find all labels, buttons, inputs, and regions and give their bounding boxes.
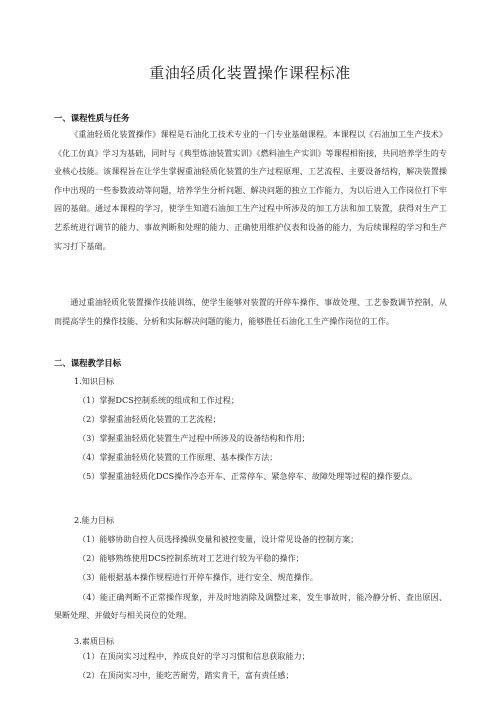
ability-item: （4）能正确判断不正常操作现象，并及时地消除及调整过来，发生事故时，能冷静分析、查出原因、果断处理、并做好与相关岗位的处理。 [54,592,447,621]
knowledge-goals-label: 1.知识目标 [74,376,115,386]
knowledge-item: （4）掌握重油轻质化装置的工作原理、基本操作方法； [78,452,278,462]
knowledge-item: （3）掌握重油轻质化装置生产过程中所涉及的设备结构和作用； [78,433,310,443]
paragraph-skill-training: 通过重油轻质化装置操作技能训练，使学生能够对装置的开停车操作、事故处理、工艺参数调节控制，从而提高学生的操作技能、分析和实际解决问题的能力，能够胜任石油化工生产操作岗位的工作。 [54,297,447,326]
ability-item: （3）能根据基本操作规程进行开停车操作，进行安全、规范操作。 [78,572,318,582]
ability-item: （2）能够熟练使用DCS控制系统对工艺进行较为平稳的操作； [78,553,304,563]
ability-item: （1）能够协助自控人员选择操纵变量和被控变量，设计常见设备的控制方案； [78,534,359,544]
section-heading-course-nature: 一、课程性质与任务 [54,113,130,123]
knowledge-item: （5）掌握重油轻质化DCS操作冷态开车、正常停车、紧急停车、故障处理等过程的操作要点。 [78,471,418,481]
section-heading-teaching-goals: 二、课程教学目标 [54,358,121,368]
knowledge-item: （1）掌握DCS控制系统的组成和工作过程； [78,395,239,405]
quality-item: （1）在顶岗实习过程中，养成良好的学习习惯和信息获取能力； [78,651,310,661]
knowledge-item: （2）掌握重油轻质化装置的工艺流程； [78,414,221,424]
quality-item: （2）在顶岗实习中，能吃苦耐劳，踏实肯干，富有责任感； [78,670,294,680]
quality-goals-label: 3.素质目标 [74,636,115,646]
paragraph-course-description: 《重油轻质化装置操作》课程是石油化工技术专业的一门专业基础课程。本课程以《石油加工生产技术》《化工仿真》学习为基础，同时与《典型炼油装置实训》《燃料油生产实训》等课程相衔接，共同培养学生的专业核心技能。该课程旨在让学生掌握重油轻质化装置的生产过程原理、工艺流程、主要设备结构，解决装置操作中出现的一些参数波动等问题，培养学生分析问题、解决问题的独立工作能力，为以后进入工作岗位打下牢固的基础。通过本课程的学习，使学生知道石油加工生产过程中所涉及的加工方法和加工装置，获得对生产工艺系统进行调节的能力、事故判断和处理的能力、正确使用维护仪表和设备的能力，为后续课程的学习和生产实习打下基础。 [54,129,447,251]
document-title: 重油轻质化装置操作课程标准 [149,64,351,82]
ability-goals-label: 2.能力目标 [74,515,115,525]
